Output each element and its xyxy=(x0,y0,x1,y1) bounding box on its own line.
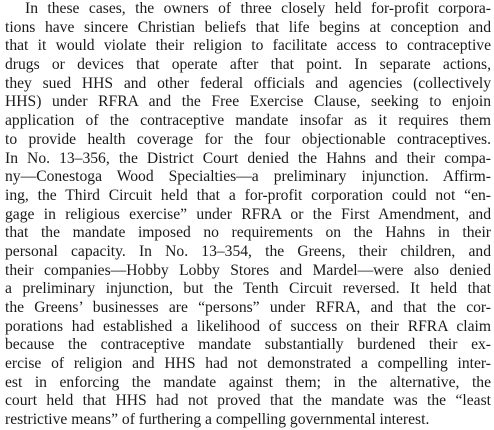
text-line: restrictive means” of furthering a compelling governmental interest. xyxy=(5,411,430,429)
text-line: HHS) under RFRA and the Free Exercise Clause, seeking to enjoin xyxy=(5,93,491,111)
text-line: In No. 13–356, the District Court denied the Hahns and their compa- xyxy=(5,149,491,167)
text-line: a preliminary injunction, but the Tenth Circuit reversed. It held that xyxy=(5,280,491,298)
syllabus-paragraph xyxy=(5,0,491,430)
text-line: their companies—Hobby Lobby Stores and Mardel—were also denied xyxy=(5,261,491,279)
text-line: porations had established a likelihood of success on their RFRA claim xyxy=(5,317,491,335)
text-line: that the mandate imposed no requirements on the Hahns in their xyxy=(5,224,491,242)
text-line: they sued HHS and other federal officials and agencies (collectively xyxy=(5,74,491,92)
text-line: application of the contraceptive mandate insofar as it requires them xyxy=(5,112,491,130)
text-line: to provide health coverage for the four objectionable contraceptives. xyxy=(5,130,491,148)
text-line: tions have sincere Christian beliefs that life begins at conception and xyxy=(5,18,491,36)
text-line: personal capacity. In No. 13–354, the Greens, their children, and xyxy=(5,242,491,260)
text-line: ing, the Third Circuit held that a for-profit corporation could not “en- xyxy=(5,186,491,204)
document-page xyxy=(5,0,491,429)
text-line: court held that HHS had not proved that the mandate was the “least xyxy=(5,392,491,410)
text-line: In these cases, the owners of three closely held for-profit corpora- xyxy=(25,0,491,17)
text-line: drugs or devices that operate after that point. In separate actions, xyxy=(5,56,491,74)
text-line: ny—Conestoga Wood Specialties—a preliminary injunction. Affirm- xyxy=(5,168,491,186)
text-line: ercise of religion and HHS had not demonstrated a compelling inter- xyxy=(5,355,491,373)
text-line: the Greens’ businesses are “persons” under RFRA, and that the cor- xyxy=(5,299,491,316)
text-line: that it would violate their religion to facilitate access to contraceptive xyxy=(5,37,491,55)
text-line: est in enforcing the mandate against them; in the alternative, the xyxy=(5,373,491,391)
text-line: gage in religious exercise” under RFRA or the First Amendment, and xyxy=(5,205,491,223)
text-line: because the contraceptive mandate substantially burdened their ex- xyxy=(5,336,491,354)
